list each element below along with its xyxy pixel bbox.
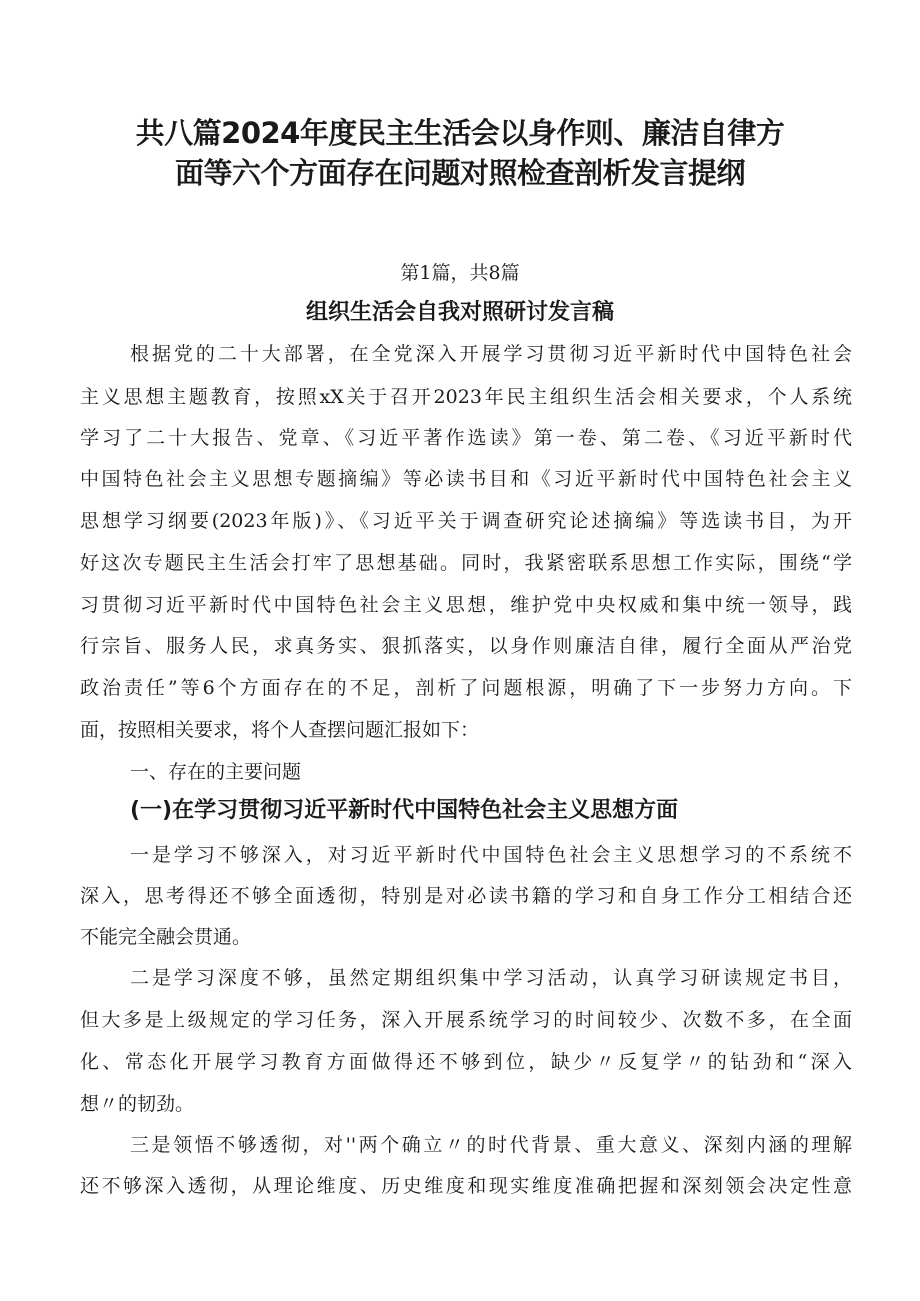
paragraph-line: 但大多是上级规定的学习任务，深入开展系统学习的时间较少、次数不多，在全面 bbox=[80, 1009, 852, 1031]
paragraph-line: 根据党的二十大部署，在全党深入开展学习贯彻习近平新时代中国特色社会 bbox=[130, 343, 852, 365]
paragraph-line: 面，按照相关要求，将个人查摆问题汇报如下： bbox=[80, 719, 480, 741]
paragraph-line: 学习了二十大报告、党章、《习近平著作选读》第一卷、第二卷、《习近平新时代 bbox=[80, 427, 852, 449]
paragraph-line: 思想学习纲要(2023年版)》、《习近平关于调查研究论述摘编》等选读书目，为开 bbox=[80, 510, 852, 532]
paragraph-line: 二是学习深度不够，虽然定期组织集中学习活动，认真学习研读规定书目， bbox=[130, 967, 852, 989]
paragraph-line: 深入，思考得还不够全面透彻，特别是对必读书籍的学习和自身工作分工相结合还 bbox=[80, 885, 852, 907]
paragraph-line: 行宗旨、服务人民，求真务实、狠抓落实，以身作则廉洁自律，履行全面从严治党 bbox=[80, 635, 852, 657]
paragraph-line: 政治责任”等6个方面存在的不足，剖析了问题根源，明确了下一步努力方向。下 bbox=[80, 677, 852, 699]
paragraph-line: 化、常态化开展学习教育方面做得还不够到位，缺少〃反复学〃的钻劲和“深入 bbox=[80, 1051, 852, 1073]
paragraph-line: 还不够深入透彻，从理论维度、历史维度和现实维度准确把握和深刻领会决定性意 bbox=[80, 1175, 852, 1197]
section-counter: 第1篇，共8篇 bbox=[400, 262, 520, 284]
section-heading: 一、存在的主要问题 bbox=[130, 761, 302, 783]
paragraph-line: 习贯彻习近平新时代中国特色社会主义思想，维护党中央权威和集中统一领导，践 bbox=[80, 594, 852, 616]
paragraph-line: 主义思想主题教育，按照xX关于召开2023年民主组织生活会相关要求，个人系统 bbox=[80, 386, 852, 408]
paragraph-line: 一是学习不够深入，对习近平新时代中国特色社会主义思想学习的不系统不 bbox=[130, 844, 852, 866]
paragraph-line: 好这次专题民主生活会打牢了思想基础。同时，我紧密联系思想工作实际，围绕“学 bbox=[80, 552, 852, 574]
document-title-line-1: 共八篇2024年度民主生活会以身作则、廉洁自律方 bbox=[135, 116, 785, 150]
article-title: 组织生活会自我对照研讨发言稿 bbox=[305, 300, 614, 325]
paragraph-line: 三是领悟不够透彻，对''两个确立〃的时代背景、重大意义、深刻内涵的理解 bbox=[130, 1134, 852, 1156]
paragraph-line: 想〃的韧劲。 bbox=[80, 1093, 195, 1115]
paragraph-line: 不能完全融会贯通。 bbox=[80, 926, 252, 948]
paragraph-line: 中国特色社会主义思想专题摘编》等必读书目和《习近平新时代中国特色社会主义 bbox=[80, 468, 852, 490]
document-title-line-2: 面等六个方面存在问题对照检查剖析发言提纲 bbox=[174, 156, 745, 190]
sub-heading: (一)在学习贯彻习近平新时代中国特色社会主义思想方面 bbox=[130, 798, 679, 823]
